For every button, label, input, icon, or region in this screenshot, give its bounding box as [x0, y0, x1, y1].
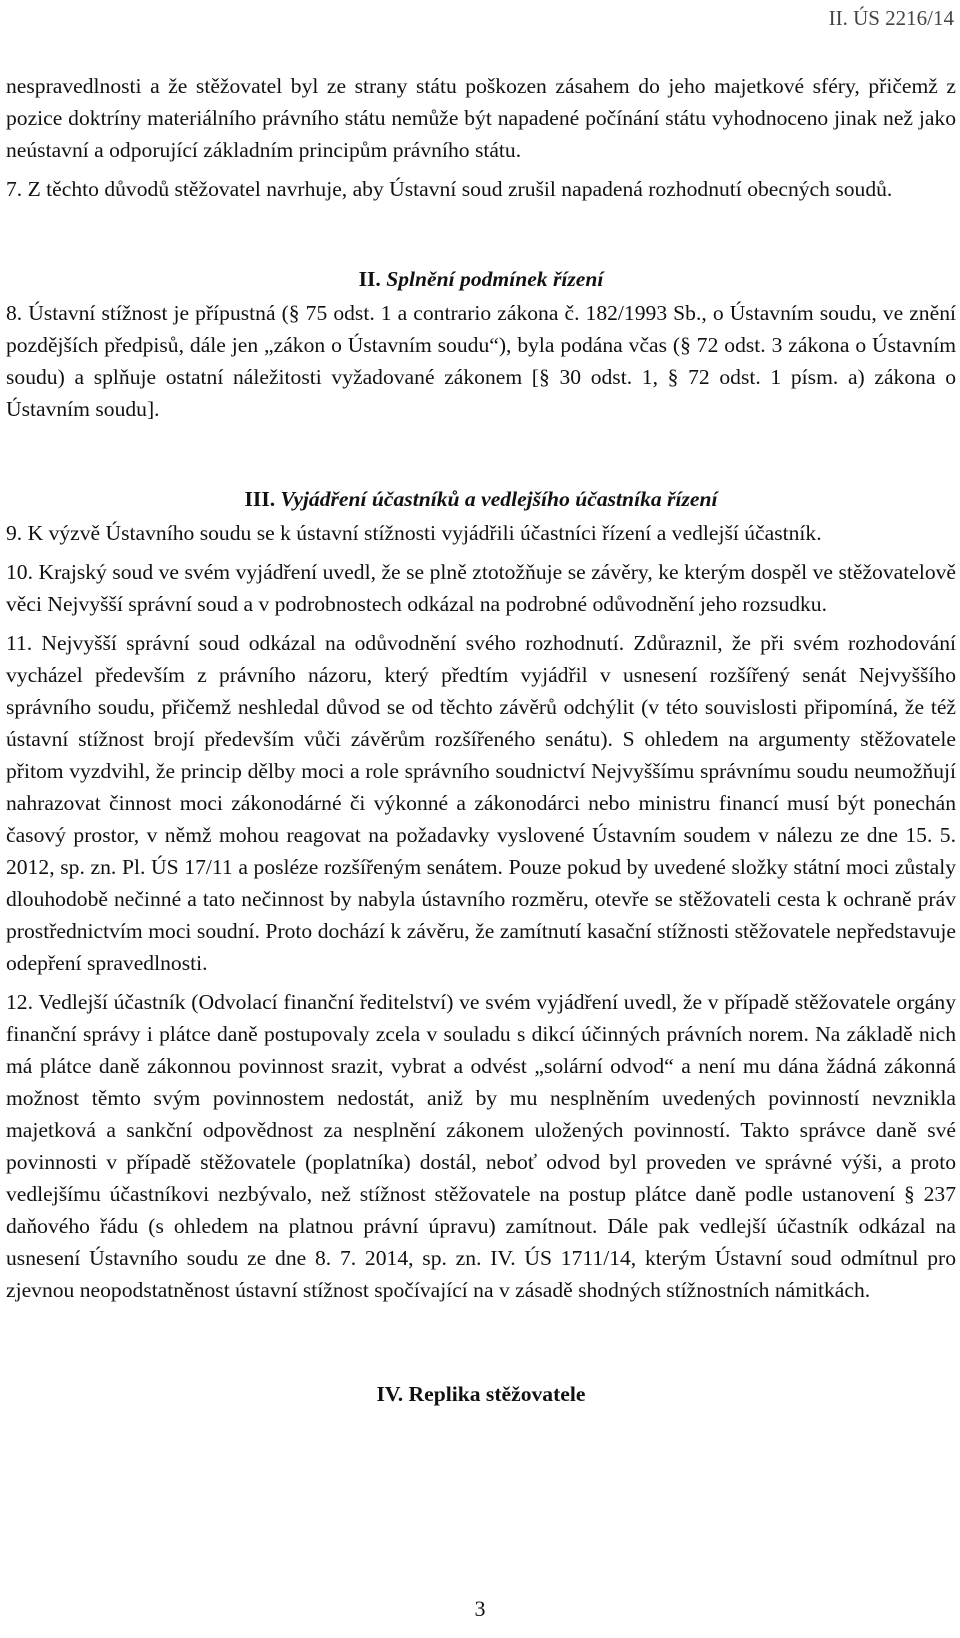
page-number: 3 — [474, 1596, 486, 1621]
paragraph-10: 10. Krajský soud ve svém vyjádření uvedl, že se plně ztotožňuje se závěry, ke kterým dospěl ve stěžovatelově věci Nejvyšší správní soud a v podrobnostech odkázal na podrobné odůvodnění jeho rozsudku. — [6, 560, 956, 616]
paragraph-11: 11. Nejvyšší správní soud odkázal na odůvodnění svého rozhodnutí. Zdůraznil, že při svém rozhodování vycházel především z právního názoru, který předtím vyjádřil v usnesení rozšířený senát Nejvyššího správního soudu, přičemž neshledal důvod se od těchto závěrů odchýlit (v této souvislosti připomíná, že též ústavní stížnost brojí především vůči závěrům rozšířeného senátu). S ohledem na argumenty stěžovatele přitom vyzdvihl, že princip dělby moci a role správního soudnictví Nejvyššímu správnímu soudu neumožňují nahrazovat činnost moci zákonodárné či výkonné a zákonodárci nebo ministru financí musí být ponechán časový prostor, v němž mohou reagovat na požadavky vyslovené Ústavním soudem v nálezu ze dne 15. 5. 2012, sp. zn. Pl. ÚS 17/11 a posléze rozšířeným senátem. Pouze pokud by uvedené složky státní moci zůstaly dlouhodobě nečinné a tato nečinnost by nabyla ústavního rozměru, otevře se stěžovateli cesta k ochraně práv prostřednictvím moci soudní. Proto dochází k závěru, že zamítnutí kasační stížnosti stěžovatele nepředstavuje odepření spravedlnosti. — [6, 631, 956, 975]
section-number: III. — [244, 487, 276, 511]
section-title: Splnění podmínek řízení — [386, 267, 604, 291]
paragraph-12: 12. Vedlejší účastník (Odvolací finanční ředitelství) ve svém vyjádření uvedl, že v případě stěžovatele orgány finanční správy i plátce daně postupovaly zcela v souladu s dikcí účinných právních norem. Na základě nich má plátce daně zákonnou povinnost srazit, vybrat a odvést „solární odvod“ a není mu dána žádná zákonná možnost těmto svým povinnostem nedostát, aniž by mu nesplněním uvedených povinností nevznikla majetková a sankční odpovědnost za nesplnění zákonem uložených povinností. Takto správce daně své povinnosti v případě stěžovatele (poplatníka) dostál, neboť odvod byl proveden ve správné výši, a proto vedlejšímu účastníkovi nezbývalo, než stížnost stěžovatele na postup plátce daně podle ustanovení § 237 daňového řádu (s ohledem na platnou právní úpravu) zamítnout. Dále pak vedlejší účastník odkázal na usnesení Ústavního soudu ze dne 8. 7. 2014, sp. zn. IV. ÚS 1711/14, kterým Ústavní soud odmítnul pro zjevnou neopodstatněnost ústavní stížnost spočívající na v zásadě shodných stížnostních námitkách. — [6, 990, 956, 1302]
section-title: Vyjádření účastníků a vedlejšího účastníka řízení — [280, 487, 718, 511]
paragraph-7: 7. Z těchto důvodů stěžovatel navrhuje, aby Ústavní soud zrušil napadená rozhodnutí obecných soudů. — [6, 177, 893, 201]
section-heading-II — [6, 263, 956, 295]
case-reference: II. ÚS 2216/14 — [828, 6, 954, 30]
section-number: II. — [358, 267, 381, 291]
document-body — [6, 70, 956, 1410]
paragraph-9: 9. K výzvě Ústavního soudu se k ústavní stížnosti vyjádřili účastníci řízení a vedlejší účastník. — [6, 521, 822, 545]
paragraph-8: 8. Ústavní stížnost je přípustná (§ 75 odst. 1 a contrario zákona č. 182/1993 Sb., o Ústavním soudu, ve znění pozdějších předpisů, dále jen „zákon o Ústavním soudu“), byla podána včas (§ 72 odst. 3 zákona o Ústavním soudu) a splňuje ostatní náležitosti vyžadované zákonem [§ 30 odst. 1, § 72 odst. 1 písm. a) zákona o Ústavním soudu]. — [6, 301, 956, 421]
paragraph-continued: nespravedlnosti a že stěžovatel byl ze strany státu poškozen zásahem do jeho majetkové sféry, přičemž z pozice doktríny materiálního právního státu nemůže být napadené počínání státu vyhodnoceno jinak než jako neústavní a odporující základním principům právního státu. — [6, 74, 956, 162]
section-heading-IV: IV. Replika stěžovatele — [376, 1382, 586, 1406]
section-heading-III — [6, 483, 956, 515]
